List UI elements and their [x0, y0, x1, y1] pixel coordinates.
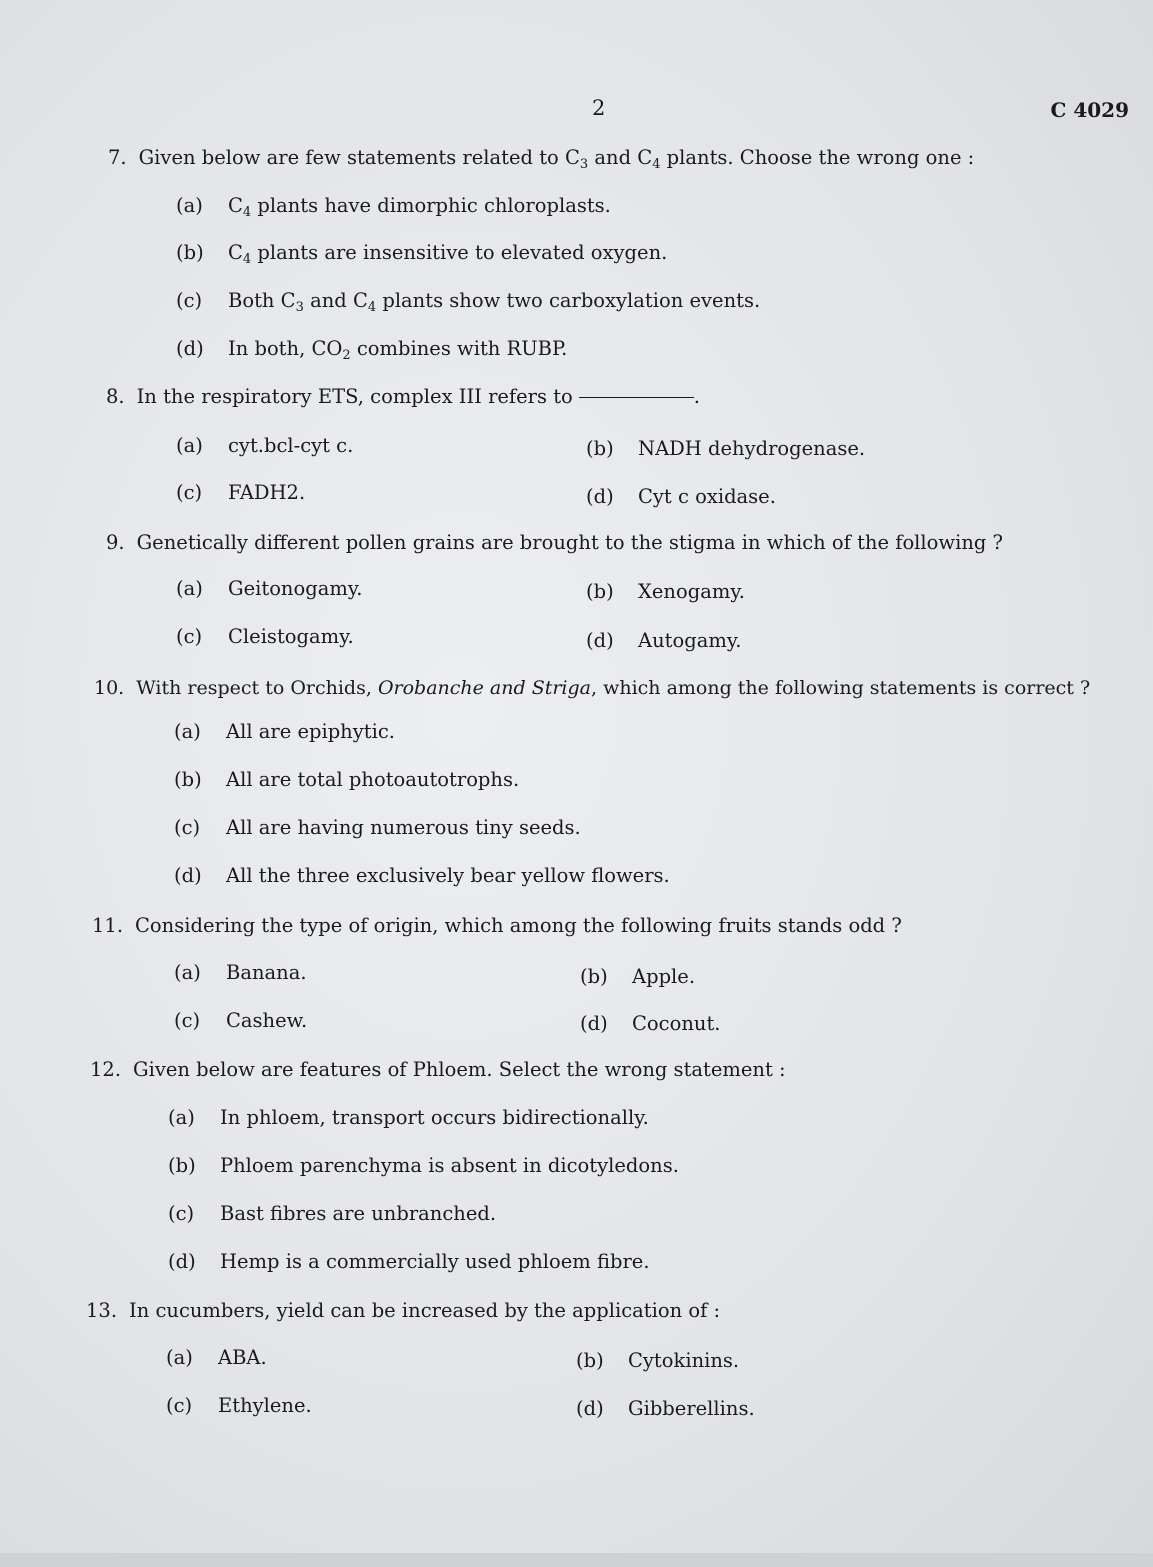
question-10: 10. With respect to Orchids, Orobanche and Striga, which among the following statements is correct ? — [94, 677, 1091, 699]
option-13b: (b) Cytokinins. — [576, 1349, 740, 1372]
question-number: 10. — [94, 677, 125, 699]
option-12b: (b) Phloem parenchyma is absent in dicotyledons. — [168, 1154, 679, 1177]
option-7b: (b) $C_4$ plants are insensitive to elevated oxygen. — [176, 241, 668, 267]
question-number: 11. — [92, 914, 124, 937]
question-number: 9. — [106, 531, 125, 554]
question-number: 12. — [90, 1058, 122, 1081]
option-8a: (a) cyt.bcl-cyt c. — [176, 434, 354, 457]
question-7: 7. Given below are few statements related to $C_3$ and $C_4$ plants. Choose the wrong one : — [108, 146, 975, 172]
question-8: 8. In the respiratory ETS, complex III refers to . — [106, 385, 700, 408]
question-13: 13. In cucumbers, yield can be increased by the application of : — [86, 1299, 721, 1322]
option-8d: (d) Cyt c oxidase. — [586, 485, 776, 508]
option-8b: (b) NADH dehydrogenase. — [586, 437, 866, 460]
option-12a: (a) In phloem, transport occurs bidirectionally. — [168, 1106, 649, 1129]
question-number: 7. — [108, 146, 127, 169]
page-number: 2 — [592, 96, 606, 120]
option-7c: (c) Both $C_3$ and $C_4$ plants show two carboxylation events. — [176, 289, 761, 315]
option-12d: (d) Hemp is a commercially used phloem fibre. — [168, 1250, 650, 1273]
question-11: 11. Considering the type of origin, which among the following fruits stands odd ? — [92, 914, 902, 937]
option-13c: (c) Ethylene. — [166, 1394, 312, 1417]
option-7a: (a) $C_4$ plants have dimorphic chloroplasts. — [176, 194, 611, 220]
option-9b: (b) Xenogamy. — [586, 580, 745, 603]
option-8c: (c) FADH2. — [176, 481, 306, 504]
answer-blank — [579, 397, 694, 398]
option-13a: (a) ABA. — [166, 1346, 267, 1369]
option-11c: (c) Cashew. — [174, 1009, 308, 1032]
option-10d: (d) All the three exclusively bear yellow flowers. — [174, 864, 670, 887]
option-11b: (b) Apple. — [580, 965, 696, 988]
option-10c: (c) All are having numerous tiny seeds. — [174, 816, 581, 839]
option-9d: (d) Autogamy. — [586, 629, 742, 652]
option-9a: (a) Geitonogamy. — [176, 577, 363, 600]
option-13d: (d) Gibberellins. — [576, 1397, 755, 1420]
paper-code: C 4029 — [1050, 98, 1129, 122]
question-number: 13. — [86, 1299, 118, 1322]
question-12: 12. Given below are features of Phloem. Select the wrong statement : — [90, 1058, 786, 1081]
option-11d: (d) Coconut. — [580, 1012, 721, 1035]
option-7d: (d) In both, $CO_2$ combines with RUBP. — [176, 337, 568, 363]
question-9: 9. Genetically different pollen grains are brought to the stigma in which of the following ? — [106, 531, 1004, 554]
option-10b: (b) All are total photoautotrophs. — [174, 768, 520, 791]
option-10a: (a) All are epiphytic. — [174, 720, 395, 743]
option-12c: (c) Bast fibres are unbranched. — [168, 1202, 497, 1225]
question-number: 8. — [106, 385, 125, 408]
option-9c: (c) Cleistogamy. — [176, 625, 354, 648]
page-bottom-edge — [0, 1553, 1153, 1567]
option-11a: (a) Banana. — [174, 961, 307, 984]
